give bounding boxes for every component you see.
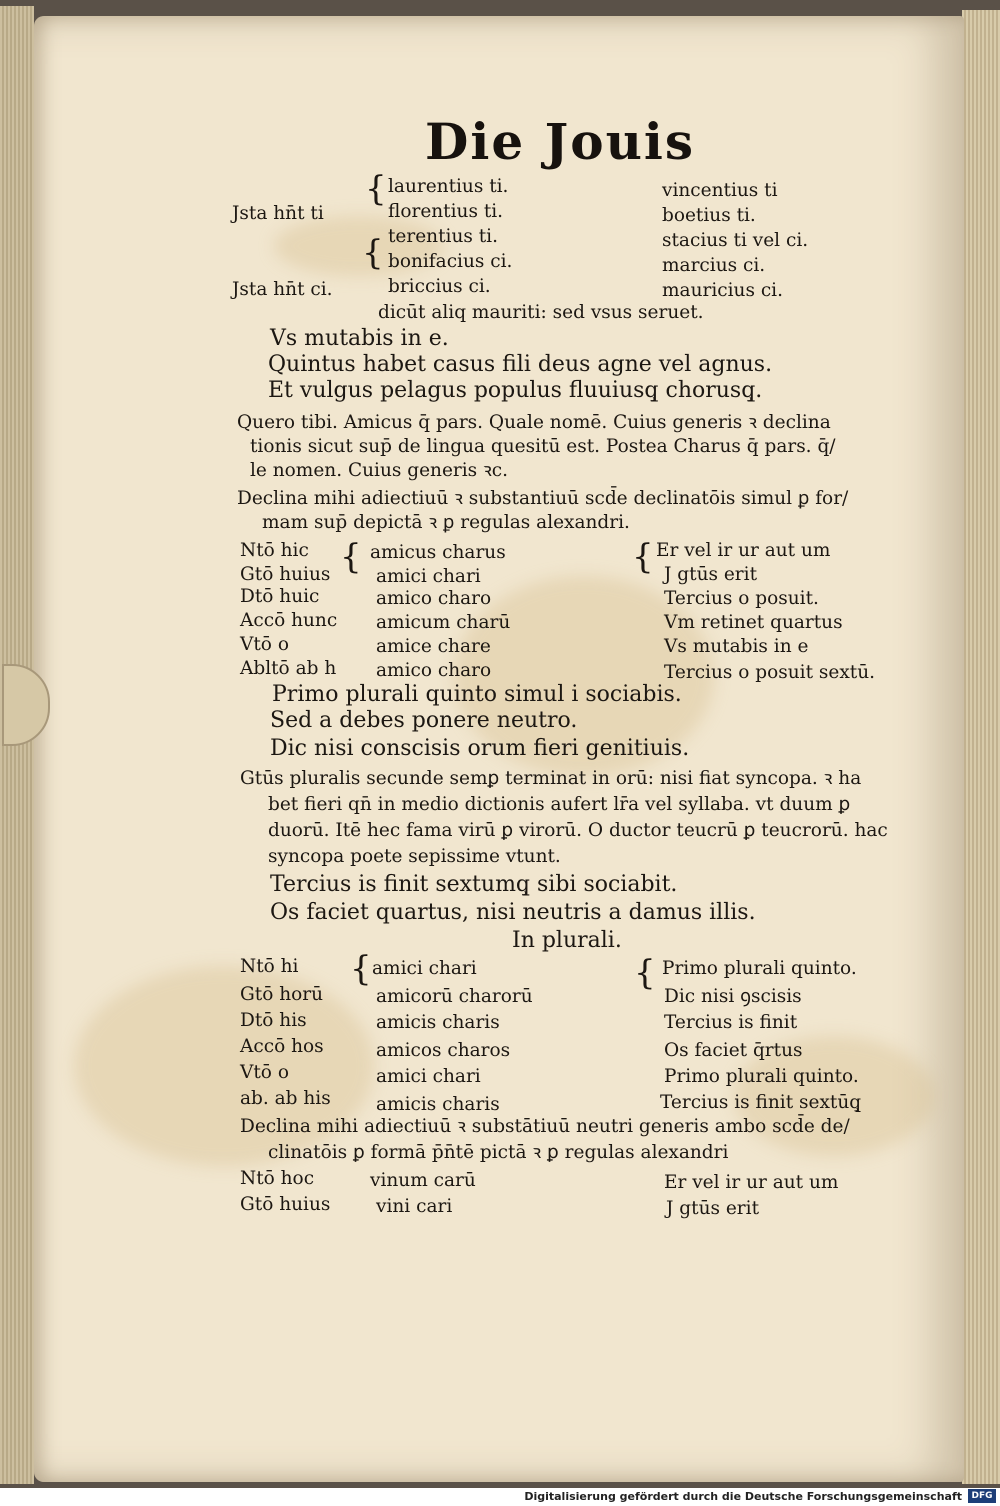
section-heading: In plurali. bbox=[512, 928, 622, 953]
case-label: Ntō hi bbox=[240, 956, 299, 977]
name-entry: mauricius ci. bbox=[662, 280, 783, 301]
rule-verse: Er vel ir ur aut um bbox=[664, 1172, 839, 1193]
name-entry: stacius ti vel ci. bbox=[662, 230, 809, 251]
name-entry: boetius ti. bbox=[662, 205, 756, 226]
name-entry: marcius ci. bbox=[662, 255, 766, 276]
declension-form: amicus charus bbox=[370, 542, 506, 563]
name-entry: terentius ti. bbox=[388, 226, 498, 247]
verse-line: Dic nisi conscisis orum fieri genitiuis. bbox=[270, 736, 690, 761]
rule-verse: Tercius is finit sextūq̧ bbox=[660, 1092, 862, 1113]
prose-line: Gtūs pluralis secunde semꝑ terminat in orū: nisi fiat syncopa. ꝛ ha bbox=[240, 768, 862, 789]
rule-verse: Vm retinet quartus bbox=[664, 612, 843, 633]
verse-line: Tercius is finit sextumq̧ sibi sociabit. bbox=[270, 872, 678, 897]
name-entry: florentius ti. bbox=[388, 201, 504, 222]
rule-verse: Er vel ir ur aut um bbox=[656, 540, 831, 561]
name-entry: briccius ci. bbox=[388, 276, 491, 297]
prose-line: tionis sicut sup̄ de lingua quesitū est. Postea Charus q̄ pars. q̄/ bbox=[250, 436, 836, 457]
rule-verse: Primo plurali quinto. bbox=[662, 958, 857, 979]
case-label: ab. ab his bbox=[240, 1088, 331, 1109]
declension-form: vinum carū bbox=[370, 1170, 476, 1191]
rule-verse: J gtūs erit bbox=[664, 564, 758, 585]
prose-line: Declina mihi adiectiuū ꝛ substātiuū neutri generis ambo scd̄e de/ bbox=[240, 1116, 850, 1137]
dfg-logo: DFG bbox=[968, 1489, 996, 1503]
brace: { bbox=[362, 233, 384, 273]
rule-verse: Dic nisi ꝯscisis bbox=[664, 986, 802, 1007]
prose-line: duorū. Itē hec fama virū ꝑ virorū. O ductor teucrū ꝑ teucrorū. hac bbox=[268, 820, 888, 841]
case-label: Ntō hoc bbox=[240, 1168, 315, 1189]
case-label: Accō hunc bbox=[240, 610, 338, 631]
verse-line: Os faciet quartus, nisi neutris a damus illis. bbox=[270, 900, 756, 925]
declension-form: amicis charis bbox=[376, 1012, 500, 1033]
declension-form: vini cari bbox=[376, 1196, 453, 1217]
prose-line: syncopa poete sepissime vtunt. bbox=[268, 846, 561, 867]
rule-verse: Tercius is finit bbox=[664, 1012, 798, 1033]
brace: { bbox=[634, 953, 656, 993]
verse-line: Quintus habet casus fili deus agne vel agnus. bbox=[268, 352, 773, 377]
declension-form: amici chari bbox=[376, 566, 481, 587]
case-label: Gtō huius bbox=[240, 1194, 331, 1215]
prose-line: le nomen. Cuius generis ꝛc. bbox=[250, 460, 509, 481]
left-label: Jsta hn̄t ti bbox=[232, 203, 324, 224]
case-label: Gtō horū bbox=[240, 984, 324, 1005]
page-edges-right bbox=[962, 10, 1000, 1484]
left-label: Jsta hn̄t ci. bbox=[232, 279, 333, 300]
verse-line: Primo plurali quinto simul i sociabis. bbox=[272, 682, 682, 707]
rule-verse: Primo plurali quinto. bbox=[664, 1066, 859, 1087]
case-label: Ntō hic bbox=[240, 540, 309, 561]
footer-bar bbox=[0, 1488, 1000, 1506]
name-entry: vincentius ti bbox=[662, 180, 778, 201]
declension-form: amici chari bbox=[372, 958, 477, 979]
case-label: Dtō huic bbox=[240, 586, 320, 607]
case-label: Vtō o bbox=[240, 1062, 289, 1083]
name-entry: bonifacius ci. bbox=[388, 251, 513, 272]
declension-form: amici chari bbox=[376, 1066, 481, 1087]
page-title: Die Jouis bbox=[425, 112, 696, 171]
declension-form: amicum charū bbox=[376, 612, 511, 633]
name-entry: laurentius ti. bbox=[388, 176, 509, 197]
declension-form: amicorū charorū bbox=[376, 986, 533, 1007]
usage-note: dicūt aliq mauriti: sed vsus seruet. bbox=[378, 302, 704, 323]
case-label: Abltō ab h bbox=[240, 658, 337, 679]
rule-verse: Tercius o posuit. bbox=[664, 588, 819, 609]
prose-line: bet fieri qn̄ in medio dictionis aufert lr̄a vel syllaba. vt duum ꝑ bbox=[268, 794, 851, 815]
declension-form: amicos charos bbox=[376, 1040, 511, 1061]
prose-line: clinatōis ꝑ formā p̄n̄tē pictā ꝛ ꝑ regulas alexandri bbox=[268, 1142, 729, 1163]
brace: { bbox=[632, 537, 654, 577]
declension-form: amicis charis bbox=[376, 1094, 500, 1115]
prose-line: mam sup̄ depictā ꝛ ꝑ regulas alexandri. bbox=[262, 512, 630, 533]
declension-form: amico charo bbox=[376, 588, 492, 609]
brace: { bbox=[350, 949, 372, 989]
brace: { bbox=[365, 169, 387, 209]
rule-verse: Vs mutabis in e bbox=[664, 636, 809, 657]
case-label: Vtō o bbox=[240, 634, 289, 655]
rule-verse: Os faciet q̄rtus bbox=[664, 1040, 803, 1061]
case-label: Dtō his bbox=[240, 1010, 307, 1031]
verse-line: Et vulgus pelagus populus fluuiusq̧ chorusq̧. bbox=[268, 378, 763, 403]
case-label: Gtō huius bbox=[240, 564, 331, 585]
footer-credit: Digitalisierung gefördert durch die Deutsche Forschungsgemeinschaft bbox=[524, 1490, 962, 1503]
rule-verse: Tercius o posuit sextū. bbox=[664, 662, 876, 683]
prose-line: Quero tibi. Amicus q̄ pars. Quale nomē. Cuius generis ꝛ declina bbox=[237, 412, 831, 433]
verse-line: Sed a debes ponere neutro. bbox=[270, 708, 578, 733]
prose-line: Declina mihi adiectiuū ꝛ substantiuū scd̄e declinatōis simul ꝑ for/ bbox=[237, 488, 849, 509]
declension-form: amico charo bbox=[376, 660, 492, 681]
rule-verse: J gtūs erit bbox=[666, 1198, 760, 1219]
case-label: Accō hos bbox=[240, 1036, 324, 1057]
verse-line: Vs mutabis in e. bbox=[270, 326, 449, 351]
declension-form: amice chare bbox=[376, 636, 491, 657]
brace: { bbox=[340, 537, 362, 577]
